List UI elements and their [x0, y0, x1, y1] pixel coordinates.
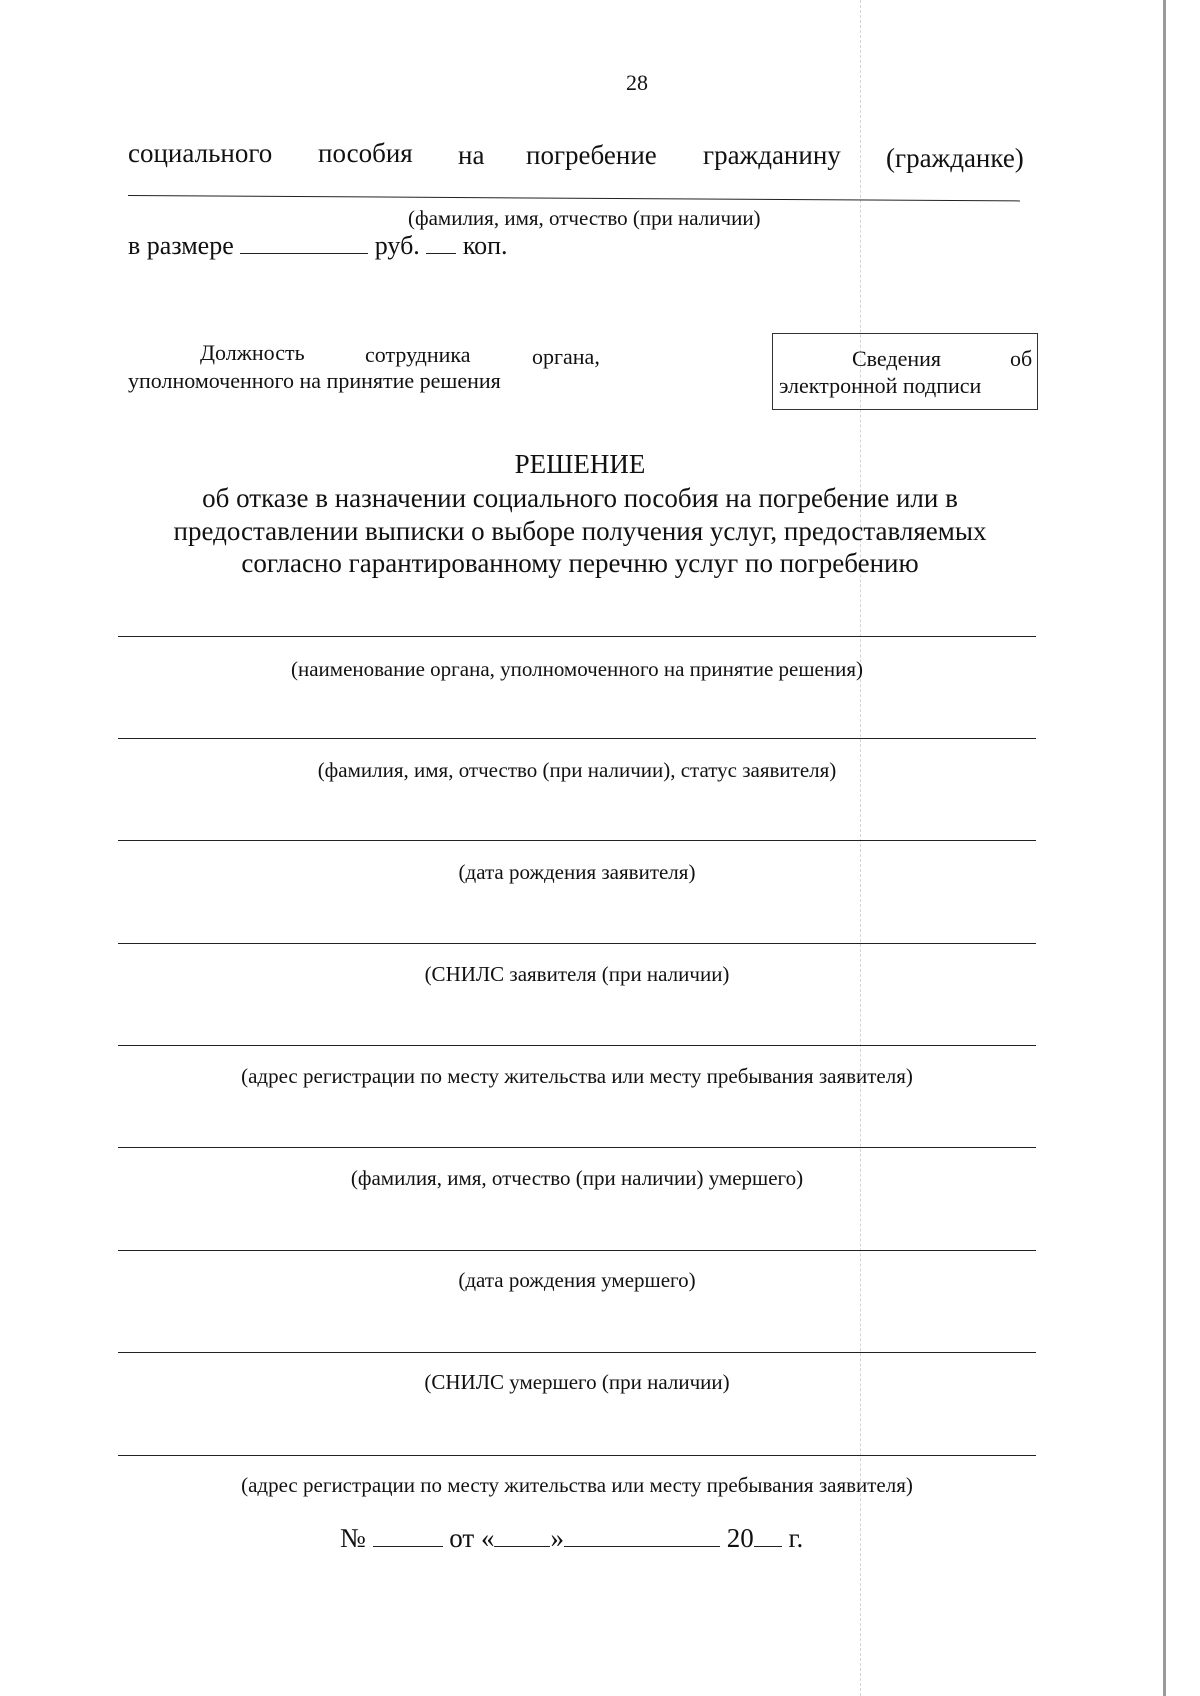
field-line-7 — [118, 1250, 1036, 1251]
intro-word-4: погребение — [526, 140, 657, 170]
field-caption-6: (фамилия, имя, отчество (при наличии) умершего) — [350, 1166, 804, 1190]
position-word-3: органа, — [532, 344, 600, 369]
field-line-5 — [118, 1045, 1036, 1046]
signature-box-word-2: об — [1010, 346, 1033, 371]
from-label: от « — [449, 1523, 495, 1553]
amount-prefix: в размере — [128, 231, 234, 260]
field-caption-4: (СНИЛС заявителя (при наличии) — [424, 962, 730, 986]
month-blank — [564, 1545, 720, 1547]
signature-box-line-2: электронной подписи — [779, 373, 982, 398]
decision-title: РЕШЕНИЕ — [514, 449, 646, 479]
decision-subtitle-line-2: предоставлении выписки о выборе получения услуг, предоставляемых — [173, 516, 987, 546]
fold-line — [860, 0, 861, 1696]
day-blank — [494, 1545, 550, 1547]
field-line-6 — [118, 1147, 1036, 1148]
field-line-1 — [118, 636, 1036, 637]
amount-rub-blank — [240, 252, 368, 254]
close-quote: » — [550, 1523, 564, 1553]
field-line-4 — [118, 943, 1036, 944]
intro-word-3: на — [458, 140, 485, 170]
decision-subtitle-line-1: об отказе в назначении социального пособия на погребение или в — [202, 483, 958, 513]
scan-edge-line — [1163, 0, 1166, 1696]
year-suffix: г. — [788, 1523, 804, 1553]
number-blank — [373, 1545, 443, 1547]
field-line-8 — [118, 1352, 1036, 1353]
intro-word-6: (гражданке) — [886, 143, 1024, 173]
position-word-2: сотрудника — [365, 342, 471, 367]
field-caption-7: (дата рождения умершего) — [458, 1268, 696, 1292]
recipient-fio-caption: (фамилия, имя, отчество (при наличии) — [408, 206, 761, 230]
field-caption-8: (СНИЛС умершего (при наличии) — [424, 1370, 730, 1394]
intro-word-1: социального — [128, 138, 273, 168]
signature-box-word-1: Сведения — [852, 346, 942, 371]
position-line-2: уполномоченного на принятие решения — [128, 368, 501, 393]
field-line-2 — [118, 738, 1036, 739]
year-blank — [754, 1545, 782, 1547]
field-caption-5: (адрес регистрации по месту жительства или месту пребывания заявителя) — [241, 1064, 913, 1088]
position-word-1: Должность — [200, 340, 305, 365]
intro-word-2: пособия — [318, 138, 413, 168]
field-caption-1: (наименование органа, уполномоченного на принятие решения) — [291, 657, 863, 681]
field-caption-2: (фамилия, имя, отчество (при наличии), статус заявителя) — [317, 758, 837, 782]
recipient-fio-line — [128, 195, 1020, 201]
field-line-3 — [118, 840, 1036, 841]
amount-kop-blank — [426, 252, 456, 254]
field-caption-3: (дата рождения заявителя) — [458, 860, 696, 884]
rub-label: руб. — [374, 231, 420, 260]
decision-subtitle-line-3: согласно гарантированному перечню услуг по погребению — [241, 548, 919, 578]
field-caption-9: (адрес регистрации по месту жительства или месту пребывания заявителя) — [241, 1473, 913, 1497]
electronic-signature-box — [772, 333, 1038, 410]
intro-word-5: гражданину — [703, 140, 841, 170]
decision-number-row — [340, 1523, 803, 1554]
amount-row — [128, 231, 508, 261]
year-prefix: 20 — [726, 1523, 754, 1553]
kop-label: коп. — [462, 231, 508, 260]
field-line-9 — [118, 1455, 1036, 1456]
page-number: 28 — [626, 70, 648, 95]
number-label: № — [340, 1523, 366, 1553]
